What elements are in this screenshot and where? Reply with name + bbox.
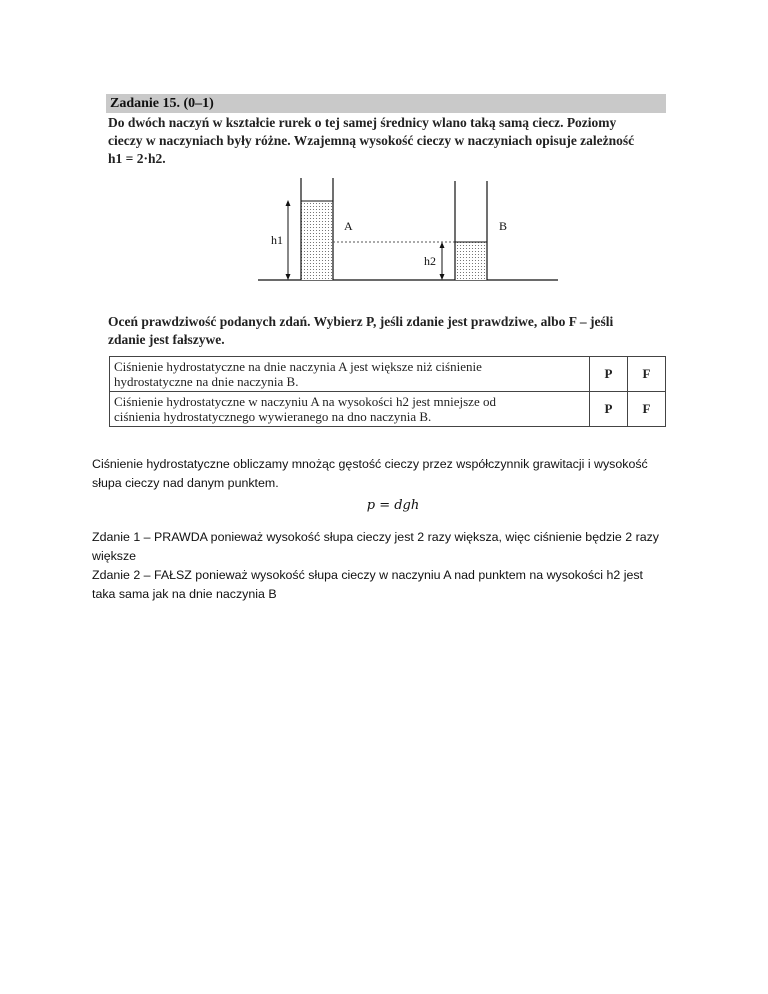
false-option[interactable]: F — [628, 392, 666, 427]
h2-arrow-head-bottom — [440, 274, 445, 280]
statements-table — [109, 356, 666, 427]
true-option[interactable]: P — [590, 392, 628, 427]
h1-arrow-head-top — [286, 200, 291, 206]
statement-row — [110, 392, 666, 427]
vessel-a-liquid — [301, 201, 333, 280]
vessel-b-label: B — [499, 219, 508, 233]
statement-text — [110, 357, 590, 392]
statement-2-answer: Zdanie 2 – FAŁSZ ponieważ wysokość słupa cieczy w naczyniu A nad punktem na wysokości h2 jest — [92, 568, 643, 582]
task-title: Zadanie 15. (0–1) — [106, 94, 666, 113]
statement-line: hydrostatyczne na dnie naczynia B. — [114, 374, 299, 389]
vessels-diagram — [258, 175, 558, 295]
statement-1-answer-cont: większe — [92, 549, 137, 563]
instruction-line: zdanie jest fałszywe. — [108, 332, 225, 347]
vessel-b-liquid — [455, 242, 487, 280]
instruction-line: Oceń prawdziwość podanych zdań. Wybierz P, jeśli zdanie jest prawdziwe, albo F – jeśli — [108, 314, 614, 329]
vessel-a-label: A — [344, 219, 353, 233]
true-option[interactable]: P — [590, 357, 628, 392]
task-block — [106, 94, 666, 168]
statement-row — [110, 357, 666, 392]
task-intro-line: cieczy w naczyniach były różne. Wzajemną wysokość cieczy w naczyniach opisuje zależność — [108, 133, 635, 148]
task-intro — [106, 113, 666, 168]
explanation-line: słupa cieczy nad danym punktem. — [92, 476, 279, 490]
explanation-line: Ciśnienie hydrostatyczne obliczamy mnożąc gęstość cieczy przez współczynnik grawitacji i wysokość — [92, 457, 648, 471]
statement-line: Ciśnienie hydrostatyczne na dnie naczynia A jest większe niż ciśnienie — [114, 359, 482, 374]
h1-arrow-head-bottom — [286, 274, 291, 280]
answer-section — [92, 455, 682, 604]
task-intro-line: h1 = 2·h2. — [108, 151, 166, 166]
false-option[interactable]: F — [628, 357, 666, 392]
h1-label: h1 — [271, 233, 283, 247]
statement-1-answer: Zdanie 1 – PRAWDA ponieważ wysokość słupa cieczy jest 2 razy większa, więc ciśnienie będzie 2 razy — [92, 530, 659, 544]
statement-line: ciśnienia hydrostatycznego wywieranego na dno naczynia B. — [114, 409, 432, 424]
statement-line: Ciśnienie hydrostatyczne w naczyniu A na wysokości h2 jest mniejsze od — [114, 394, 496, 409]
statement-2-answer-cont: taka sama jak na dnie naczynia B — [92, 587, 277, 601]
pressure-formula: p = dgh — [366, 498, 420, 513]
h2-arrow-head-top — [440, 242, 445, 248]
task-intro-line: Do dwóch naczyń w kształcie rurek o tej samej średnicy wlano taką samą ciecz. Poziomy — [108, 115, 617, 130]
statement-text — [110, 392, 590, 427]
h2-label: h2 — [424, 254, 436, 268]
instruction — [108, 313, 664, 349]
